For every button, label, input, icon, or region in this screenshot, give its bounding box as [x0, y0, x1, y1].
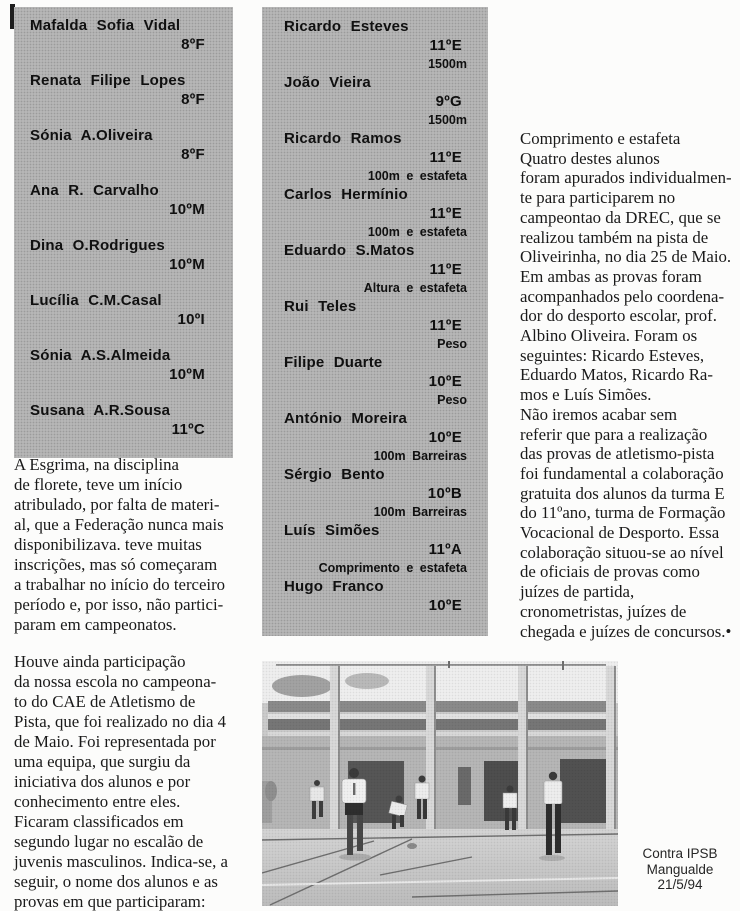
athlete-class: 9ºG [435, 93, 462, 110]
athlete-name: Luís Simões [284, 522, 380, 539]
text-line: juvenis masculinos. Indica-se, a [14, 852, 228, 871]
athlete-entry [262, 17, 488, 73]
athlete-entry [14, 126, 233, 181]
caption-line: Mangualde [646, 861, 714, 877]
text-line: seguir, o nome dos alunos e as [14, 872, 218, 891]
text-line: Comprimento e estafeta [520, 129, 681, 148]
athlete-entry [262, 185, 488, 241]
text-line: Houve ainda participação [14, 652, 186, 671]
text-line: de florete, teve um início [14, 475, 183, 494]
athlete-event: Comprimento e estafeta [318, 561, 467, 575]
athlete-entry [14, 401, 233, 456]
text-line: Quatro destes alunos [520, 148, 660, 168]
right-text-column [520, 129, 739, 641]
text-line: colaboração situou-se ao nível [520, 542, 724, 562]
athlete-class: 11ºE [429, 317, 462, 334]
text-line: disponibilizava. teve muitas [14, 535, 202, 554]
athlete-entry [14, 291, 233, 346]
athlete-event: 100m Barreiras [373, 505, 467, 519]
athlete-name: Dina O.Rodrigues [30, 237, 165, 254]
athlete-event: Peso [437, 393, 467, 407]
text-line: A Esgrima, na disciplina [14, 455, 179, 474]
girls-results-box [14, 7, 233, 458]
text-line: to do CAE de Atletismo de [14, 692, 196, 711]
text-line: cronometristas, juízes de [520, 601, 687, 621]
text-line: param em campeonatos. [14, 615, 177, 634]
boys-results-box [262, 7, 488, 636]
athlete-entry [262, 241, 488, 297]
athlete-name: Ana R. Carvalho [30, 182, 159, 199]
text-line: atribulado, por falta de materi- [14, 495, 220, 514]
paragraph [520, 149, 739, 405]
athlete-name: Rui Teles [284, 298, 357, 315]
text-line: do 11ºano, turma de Formação [520, 503, 726, 523]
photo-caption [620, 846, 740, 893]
text-line: segundo lugar no escalão de [14, 832, 204, 851]
athlete-class: 8ºF [181, 91, 205, 108]
text-line: al, que a Federação nunca mais [14, 515, 224, 534]
athlete-class: 10ºI [177, 311, 205, 328]
athlete-name: João Vieira [284, 74, 371, 91]
athlete-event: 100m e estafeta [367, 169, 467, 183]
text-line: Ficaram classificados em [14, 812, 184, 831]
text-line: de Maio. Foi representada por [14, 732, 216, 751]
athlete-name: Sérgio Bento [284, 466, 385, 483]
text-line: seguintes: Ricardo Esteves, [520, 345, 705, 365]
text-line: gratuita dos alunos da turma E [520, 483, 725, 503]
text-line: iniciativa dos alunos e por [14, 772, 191, 791]
athlete-entry [14, 16, 233, 71]
athlete-entry [14, 71, 233, 126]
athlete-entry [14, 181, 233, 236]
gym-photo [262, 661, 618, 906]
athlete-entry [262, 465, 488, 521]
text-line: da nossa escola no campeona- [14, 672, 217, 691]
athlete-event: 100m e estafeta [367, 225, 467, 239]
athlete-class: 8ºF [181, 36, 205, 53]
athlete-event: 100m Barreiras [373, 449, 467, 463]
text-line: conhecimento entre eles. [14, 792, 181, 811]
athlete-entry [262, 409, 488, 465]
athlete-class: 10ºM [169, 201, 205, 218]
text-line: acompanhados pelo coordena- [520, 286, 725, 306]
left-text-column [14, 455, 251, 911]
athlete-class: 11ºC [171, 421, 205, 438]
athlete-name: Lucília C.M.Casal [30, 292, 162, 309]
athlete-entry [262, 73, 488, 129]
athlete-class: 10ºB [427, 485, 462, 502]
text-line: a trabalhar no início do terceiro [14, 575, 226, 594]
athlete-class: 10ºE [428, 429, 462, 446]
text-line: de oficiais de provas como [520, 562, 700, 582]
athlete-name: Hugo Franco [284, 578, 384, 595]
paragraph [520, 129, 739, 149]
text-line: chegada e juízes de concursos.• [520, 621, 732, 641]
athlete-entry [262, 297, 488, 353]
text-line: Em ambas as provas foram [520, 266, 702, 286]
text-line: Albino Oliveira. Foram os [520, 326, 698, 346]
athlete-class: 10ºM [169, 366, 205, 383]
athlete-class: 11ºE [429, 205, 462, 222]
athlete-name: Mafalda Sofia Vidal [30, 17, 181, 34]
athlete-name: Susana A.R.Sousa [30, 402, 171, 419]
athlete-name: Sónia A.S.Almeida [30, 347, 171, 364]
athlete-entry [262, 353, 488, 409]
text-line: Eduardo Matos, Ricardo Ra- [520, 365, 713, 385]
athlete-entry [262, 577, 488, 633]
text-line: te para participarem no [520, 188, 676, 208]
athlete-class: 11ºA [428, 541, 462, 558]
athlete-name: Ricardo Ramos [284, 130, 402, 147]
athlete-name: Carlos Hermínio [284, 186, 408, 203]
athlete-class: 8ºF [181, 146, 205, 163]
text-line: dor do desporto escolar, prof. [520, 306, 717, 326]
athlete-entry [14, 236, 233, 291]
athlete-name: Eduardo S.Matos [284, 242, 415, 259]
athlete-entry [262, 521, 488, 577]
text-line: inscrições, mas só começaram [14, 555, 218, 574]
text-line: Não iremos acabar sem [520, 404, 678, 424]
text-line: realizou também na pista de [520, 227, 709, 247]
athlete-entry [262, 129, 488, 185]
athlete-class: 10ºE [428, 373, 462, 390]
paragraph [14, 455, 251, 635]
athlete-name: Ricardo Esteves [284, 18, 409, 35]
paragraph [520, 405, 739, 641]
athlete-event: 1500m [428, 57, 467, 71]
athlete-entry [14, 346, 233, 401]
text-line: Pista, que foi realizado no dia 4 [14, 712, 227, 731]
text-line: campeontao da DREC, que se [520, 207, 721, 227]
text-line: uma equipa, que surgiu da [14, 752, 191, 771]
athlete-name: António Moreira [284, 410, 407, 427]
text-line: referir que para a realização [520, 424, 708, 444]
athlete-class: 11ºE [429, 261, 462, 278]
text-line: Oliveirinha, no dia 25 de Maio. [520, 247, 732, 267]
athlete-event: 1500m [428, 113, 467, 127]
text-line: período e, por isso, não partici- [14, 595, 224, 614]
caption-line: Contra IPSB [642, 846, 718, 861]
athlete-class: 11ºE [429, 149, 462, 166]
athlete-class: 10ºM [169, 256, 205, 273]
athlete-event: Altura e estafeta [363, 281, 467, 295]
athlete-class: 11ºE [429, 37, 462, 54]
text-line: Vocacional de Desporto. Essa [520, 523, 720, 543]
athlete-name: Filipe Duarte [284, 354, 383, 371]
gym-photo-image [262, 661, 618, 906]
caption-line: 21/5/94 [657, 877, 703, 892]
text-line: foi fundamental a colaboração [520, 463, 724, 483]
athlete-class: 10ºE [428, 597, 462, 614]
text-line: provas em que participaram: [14, 892, 206, 911]
text-line: juízes de partida, [520, 582, 635, 602]
text-line: mos e Luís Simões. [520, 385, 652, 405]
text-line: das provas de atletismo-pista [520, 444, 715, 464]
athlete-name: Renata Filipe Lopes [30, 72, 186, 89]
paragraph [14, 652, 251, 911]
athlete-name: Sónia A.Oliveira [30, 127, 153, 144]
text-line: foram apurados individualmen- [520, 168, 732, 188]
athlete-event: Peso [437, 337, 467, 351]
